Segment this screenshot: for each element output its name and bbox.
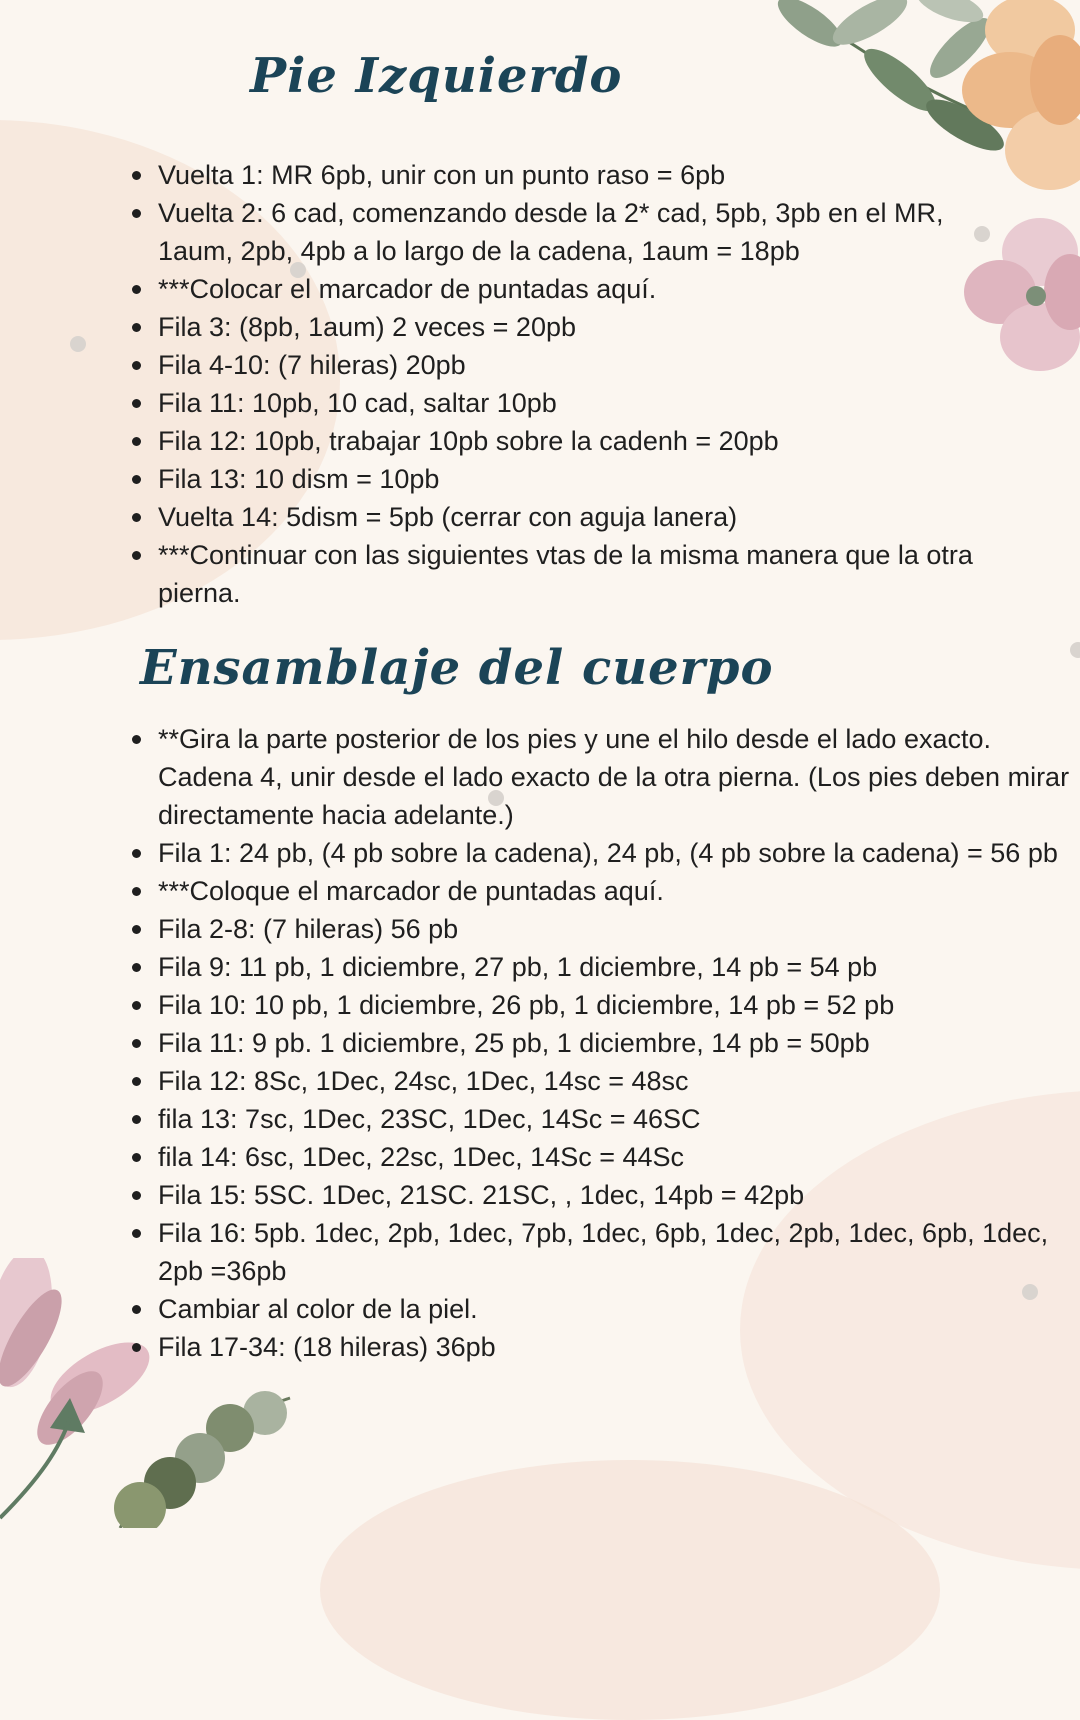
list-item: ***Coloque el marcador de puntadas aquí. <box>130 872 1070 910</box>
list-item: Fila 9: 11 pb, 1 diciembre, 27 pb, 1 diciembre, 14 pb = 54 pb <box>130 948 1070 986</box>
eucalyptus-icon <box>90 1388 320 1528</box>
list-item: Fila 11: 9 pb. 1 diciembre, 25 pb, 1 diciembre, 14 pb = 50pb <box>130 1024 1070 1062</box>
instruction-list <box>130 156 1010 612</box>
list-item: Fila 16: 5pb. 1dec, 2pb, 1dec, 7pb, 1dec, 6pb, 1dec, 2pb, 1dec, 6pb, 1dec, 2pb =36pb <box>130 1214 1070 1290</box>
list-item: Fila 1: 24 pb, (4 pb sobre la cadena), 24 pb, (4 pb sobre la cadena) = 56 pb <box>130 834 1070 872</box>
list-item: Fila 10: 10 pb, 1 diciembre, 26 pb, 1 diciembre, 14 pb = 52 pb <box>130 986 1070 1024</box>
list-item: **Gira la parte posterior de los pies y une el hilo desde el lado exacto. Cadena 4, unir desde el lado exacto de la otra pierna. (Los pies deben mirar directamente hacia adelante.) <box>130 720 1070 834</box>
list-item: Fila 4-10: (7 hileras) 20pb <box>130 346 1010 384</box>
instruction-list <box>130 720 1070 1366</box>
section-title: Pie Izquierdo <box>250 48 623 104</box>
list-item: Fila 3: (8pb, 1aum) 2 veces = 20pb <box>130 308 1010 346</box>
list-item: Fila 15: 5SC. 1Dec, 21SC. 21SC, , 1dec, 14pb = 42pb <box>130 1176 1070 1214</box>
list-item: fila 14: 6sc, 1Dec, 22sc, 1Dec, 14Sc = 44Sc <box>130 1138 1070 1176</box>
list-item: Fila 17-34: (18 hileras) 36pb <box>130 1328 1070 1366</box>
list-item: ***Colocar el marcador de puntadas aquí. <box>130 270 1010 308</box>
list-item: ***Continuar con las siguientes vtas de la misma manera que la otra pierna. <box>130 536 1010 612</box>
list-item: Cambiar al color de la piel. <box>130 1290 1070 1328</box>
list-item: Fila 12: 8Sc, 1Dec, 24sc, 1Dec, 14sc = 48sc <box>130 1062 1070 1100</box>
decor-dot <box>70 336 86 352</box>
list-item: Fila 11: 10pb, 10 cad, saltar 10pb <box>130 384 1010 422</box>
list-item: Vuelta 14: 5dism = 5pb (cerrar con aguja lanera) <box>130 498 1010 536</box>
list-item: fila 13: 7sc, 1Dec, 23SC, 1Dec, 14Sc = 46SC <box>130 1100 1070 1138</box>
list-item: Vuelta 1: MR 6pb, unir con un punto raso = 6pb <box>130 156 1010 194</box>
list-item: Vuelta 2: 6 cad, comenzando desde la 2* cad, 5pb, 3pb en el MR, 1aum, 2pb, 4pb a lo largo de la cadena, 1aum = 18pb <box>130 194 1010 270</box>
list-item: Fila 13: 10 dism = 10pb <box>130 460 1010 498</box>
section-title: Ensamblaje del cuerpo <box>140 640 774 696</box>
background-blob <box>320 1460 940 1720</box>
decor-dot <box>1070 642 1080 658</box>
list-item: Fila 2-8: (7 hileras) 56 pb <box>130 910 1070 948</box>
list-item: Fila 12: 10pb, trabajar 10pb sobre la cadenh = 20pb <box>130 422 1010 460</box>
